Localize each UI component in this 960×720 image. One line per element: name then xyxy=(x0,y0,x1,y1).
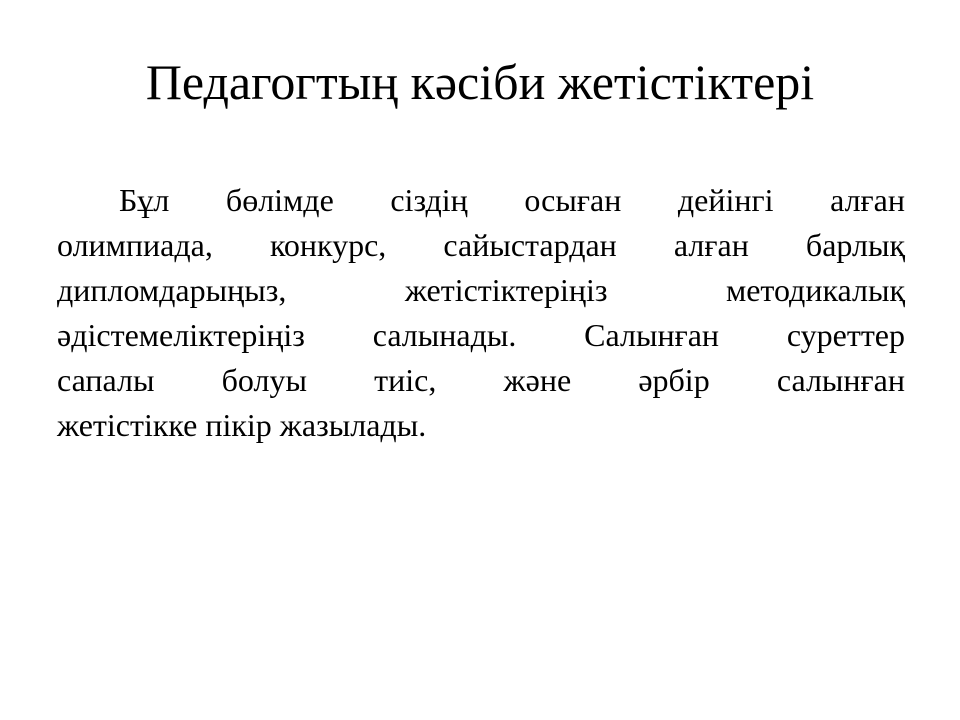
paragraph-line: әдістемеліктеріңіз салынады. Салынған суреттер xyxy=(57,317,905,353)
paragraph-line: Бұл бөлімде сіздің осыған дейінгі алған xyxy=(119,182,905,218)
paragraph-line: сапалы болуы тиіс, және әрбір салынған xyxy=(57,362,905,398)
slide-body-paragraph xyxy=(57,178,905,448)
paragraph-line: олимпиада, конкурс, сайыстардан алған барлық xyxy=(57,227,905,263)
paragraph-line: дипломдарыңыз, жетістіктеріңіз методикалық xyxy=(57,272,905,308)
slide-title: Педагогтың кәсіби жетістіктері xyxy=(145,54,815,110)
paragraph-line: жетістікке пікір жазылады. xyxy=(57,407,427,443)
